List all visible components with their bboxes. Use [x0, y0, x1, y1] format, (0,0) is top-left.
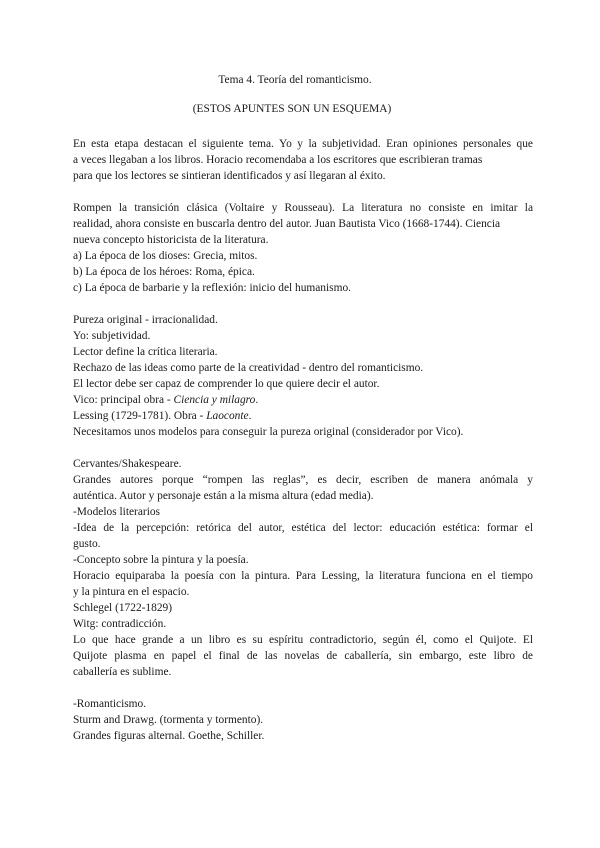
text-line: Yo: subjetividad.	[73, 330, 151, 342]
text-line: Sturm and Drawg. (tormenta y tormento).	[73, 714, 264, 726]
text-line-vico-work	[73, 392, 533, 408]
text-line: Cervantes/Shakespeare.	[73, 458, 182, 470]
text-line: Lo que hace grande a un libro es su espíritu contradictorio, según él, como el Quijote. El	[73, 634, 533, 646]
text-fragment: Lessing (1729-1781). Obra -	[73, 410, 207, 422]
text-line: Witg: contradicción.	[73, 618, 167, 630]
text-line: realidad, ahora consiste en buscarla dentro del autor. Juan Bautista Vico (1668-1744). Ciencia	[73, 218, 501, 230]
list-item: a) La época de los dioses: Grecia, mitos.	[73, 250, 258, 262]
document-title: Tema 4. Teoría del romanticismo.	[218, 74, 372, 86]
text-line: Pureza original - irracionalidad.	[73, 314, 218, 326]
text-line: Lector define la crítica literaria.	[73, 346, 218, 358]
text-line: -Idea de la percepción: retórica del autor, estética del lector: educación estética: formar el	[73, 522, 533, 534]
text-line: Schlegel (1722-1829)	[73, 602, 173, 614]
list-item: b) La época de los héroes: Roma, épica.	[73, 266, 255, 278]
text-line: a veces llegaban a los libros. Horacio recomendaba a los escritores que escribieran tramas	[73, 154, 483, 166]
text-line: Rechazo de las ideas como parte de la creatividad - dentro del romanticismo.	[73, 362, 424, 374]
text-line: Horacio equiparaba la poesía con la pintura. Para Lessing, la literatura funciona en el tiempo	[73, 570, 533, 582]
text-fragment: Vico: principal obra -	[73, 394, 174, 406]
text-line: y la pintura en el espacio.	[73, 586, 190, 598]
paragraph-romanticismo	[73, 696, 533, 744]
text-line: caballería es sublime.	[73, 666, 172, 678]
work-title: Laoconte	[206, 410, 249, 422]
text-line: Quijote plasma en papel el final de las novelas de caballería, sin embargo, este libro de	[73, 650, 533, 662]
list-item: c) La época de barbarie y la reflexión: inicio del humanismo.	[73, 282, 352, 294]
text-line: -Romanticismo.	[73, 698, 147, 710]
paragraph-cervantes	[73, 456, 533, 680]
paragraph-vico	[73, 200, 533, 296]
text-line: Necesitamos unos modelos para conseguir la pureza original (considerador por Vico).	[73, 426, 464, 438]
text-fragment: .	[248, 410, 252, 422]
text-line: En esta etapa destacan el siguiente tema. Yo y la subjetividad. Eran opiniones personales que	[73, 138, 533, 150]
document-subtitle: (ESTOS APUNTES SON UN ESQUEMA)	[192, 103, 392, 115]
text-line: nueva concepto historicista de la literatura.	[73, 234, 269, 246]
text-line: El lector debe ser capaz de comprender lo que quiere decir el autor.	[73, 378, 380, 390]
document-body	[73, 136, 533, 744]
text-line: gusto.	[73, 538, 101, 550]
paragraph-pureza	[73, 312, 533, 440]
text-line: para que los lectores se sintieran identificados y así llegaran al éxito.	[73, 170, 386, 182]
work-title: Ciencia y milagro	[173, 394, 256, 406]
text-line: Rompen la transición clásica (Voltaire y Rousseau). La literatura no consiste en imitar la	[73, 202, 533, 214]
text-line: Grandes autores porque “rompen las reglas”, es decir, escriben de manera anómala y	[73, 474, 533, 486]
text-line-lessing-work	[73, 408, 533, 424]
text-line: auténtica. Autor y personaje están a la misma altura (edad media).	[73, 490, 374, 502]
paragraph-intro	[73, 136, 533, 184]
text-fragment: .	[255, 394, 259, 406]
text-line: Grandes figuras alternal. Goethe, Schiller.	[73, 730, 265, 742]
text-line: -Concepto sobre la pintura y la poesía.	[73, 554, 249, 566]
text-line: -Modelos literarios	[73, 506, 160, 518]
